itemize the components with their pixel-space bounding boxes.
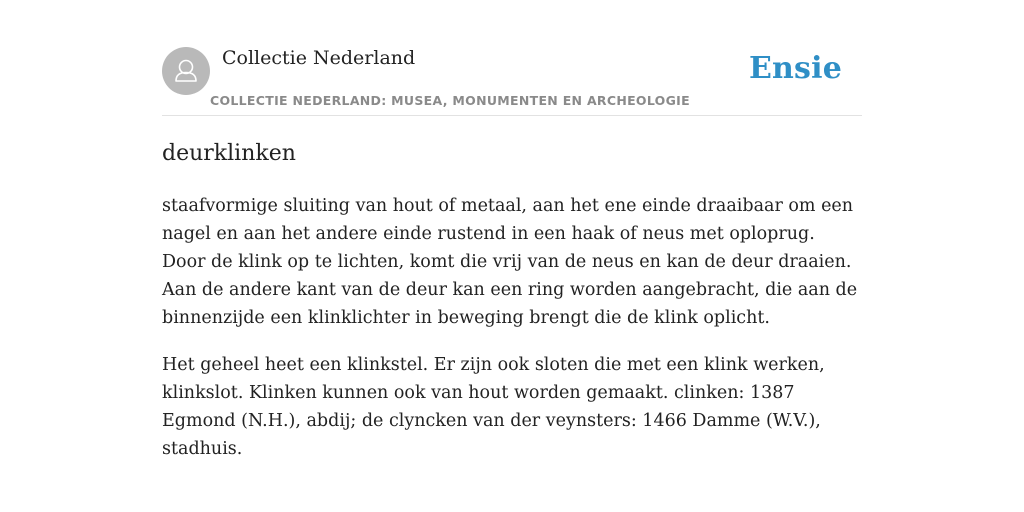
entry-card (162, 0, 862, 512)
user-placeholder-icon (162, 47, 210, 95)
ensie-logo[interactable]: Ensie (748, 51, 842, 86)
definition-paragraph: Het geheel heet een klinkstel. Er zijn ook sloten die met een klink werken, klinkslot. Klinken kunnen ook van hout worden gemaakt. clinken: 1387 Egmond (N.H.), abdij; de clyncken van der veynsters: 1466 Damme (W.V.), stadhuis. (162, 355, 825, 459)
author-name[interactable]: Collectie Nederland (222, 47, 416, 69)
header-divider (162, 115, 862, 116)
entry-headword: deurklinken (162, 141, 296, 166)
source-subtitle[interactable]: COLLECTIE NEDERLAND: MUSEA, MONUMENTEN EN ARCHEOLOGIE (210, 93, 690, 108)
definition-paragraph: staafvormige sluiting van hout of metaal, aan het ene einde draaibaar om een nagel en aan het andere einde rustend in een haak of neus met oploprug. Door de klink op te lichten, komt die vrij van de neus en kan de deur draaien. Aan de andere kant van de deur kan een ring worden aangebracht, die aan de binnenzijde een klinklichter in beweging brengt die de klink oplicht. (162, 196, 858, 328)
entry-definition (162, 192, 862, 482)
author-avatar[interactable] (162, 47, 210, 95)
